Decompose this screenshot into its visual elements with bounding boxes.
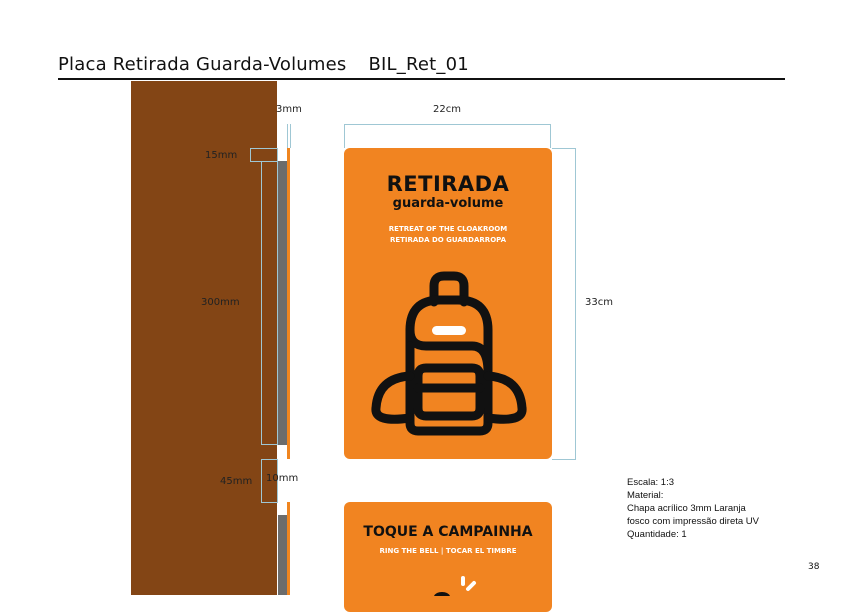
retirada-sign bbox=[344, 148, 552, 459]
width-guide-top bbox=[344, 124, 551, 125]
spec-notes: Escala: 1:3 Material: Chapa acrílico 3mm Laranja fosco com impressão direta UV Quantidade: 1 bbox=[627, 477, 759, 540]
title-code: BIL_Ret_01 bbox=[368, 54, 469, 75]
page-number: 38 bbox=[808, 562, 820, 572]
spacing-dimension: 45mm bbox=[220, 476, 253, 487]
sign2-title: TOQUE A CAMPAINHA bbox=[363, 524, 533, 540]
bell-icon bbox=[428, 574, 478, 596]
title-divider bbox=[58, 78, 785, 80]
plate2-side-acrylic bbox=[287, 502, 290, 595]
height-guide-line bbox=[575, 148, 576, 460]
width-guide-left bbox=[344, 124, 345, 148]
sign-line-english: RETREAT OF THE CLOAKROOM bbox=[388, 225, 508, 233]
plate2-side-profile bbox=[278, 515, 287, 595]
height-guide bbox=[261, 161, 278, 445]
sign-subtitle: guarda-volume bbox=[392, 196, 504, 211]
gap-dimension: 10mm bbox=[266, 473, 299, 484]
sign-line-spanish: RETIRADA DO GUARDARROPA bbox=[389, 236, 507, 244]
backpack-icon bbox=[368, 268, 528, 438]
height-guide-top bbox=[552, 148, 576, 149]
page-title bbox=[58, 54, 469, 75]
top-gap-dimension: 15mm bbox=[205, 150, 238, 161]
width-dimension: 22cm bbox=[433, 104, 461, 115]
top-gap-guide bbox=[250, 148, 278, 162]
height-cm-dimension: 33cm bbox=[585, 297, 613, 308]
thickness-guide-right bbox=[290, 124, 291, 148]
campainha-sign bbox=[344, 502, 552, 612]
plate-side-profile bbox=[278, 161, 287, 445]
title-text: Placa Retirada Guarda-Volumes bbox=[58, 54, 347, 75]
thickness-dimension: 3mm bbox=[276, 104, 302, 115]
width-guide-right bbox=[550, 124, 551, 148]
sign2-subtitle: RING THE BELL | TOCAR EL TIMBRE bbox=[379, 547, 517, 555]
plate-side-acrylic bbox=[287, 148, 290, 459]
thickness-guide-left bbox=[287, 124, 288, 148]
height-dimension: 300mm bbox=[201, 297, 240, 308]
sign-title: RETIRADA bbox=[386, 172, 510, 196]
height-guide-bottom bbox=[552, 459, 576, 460]
